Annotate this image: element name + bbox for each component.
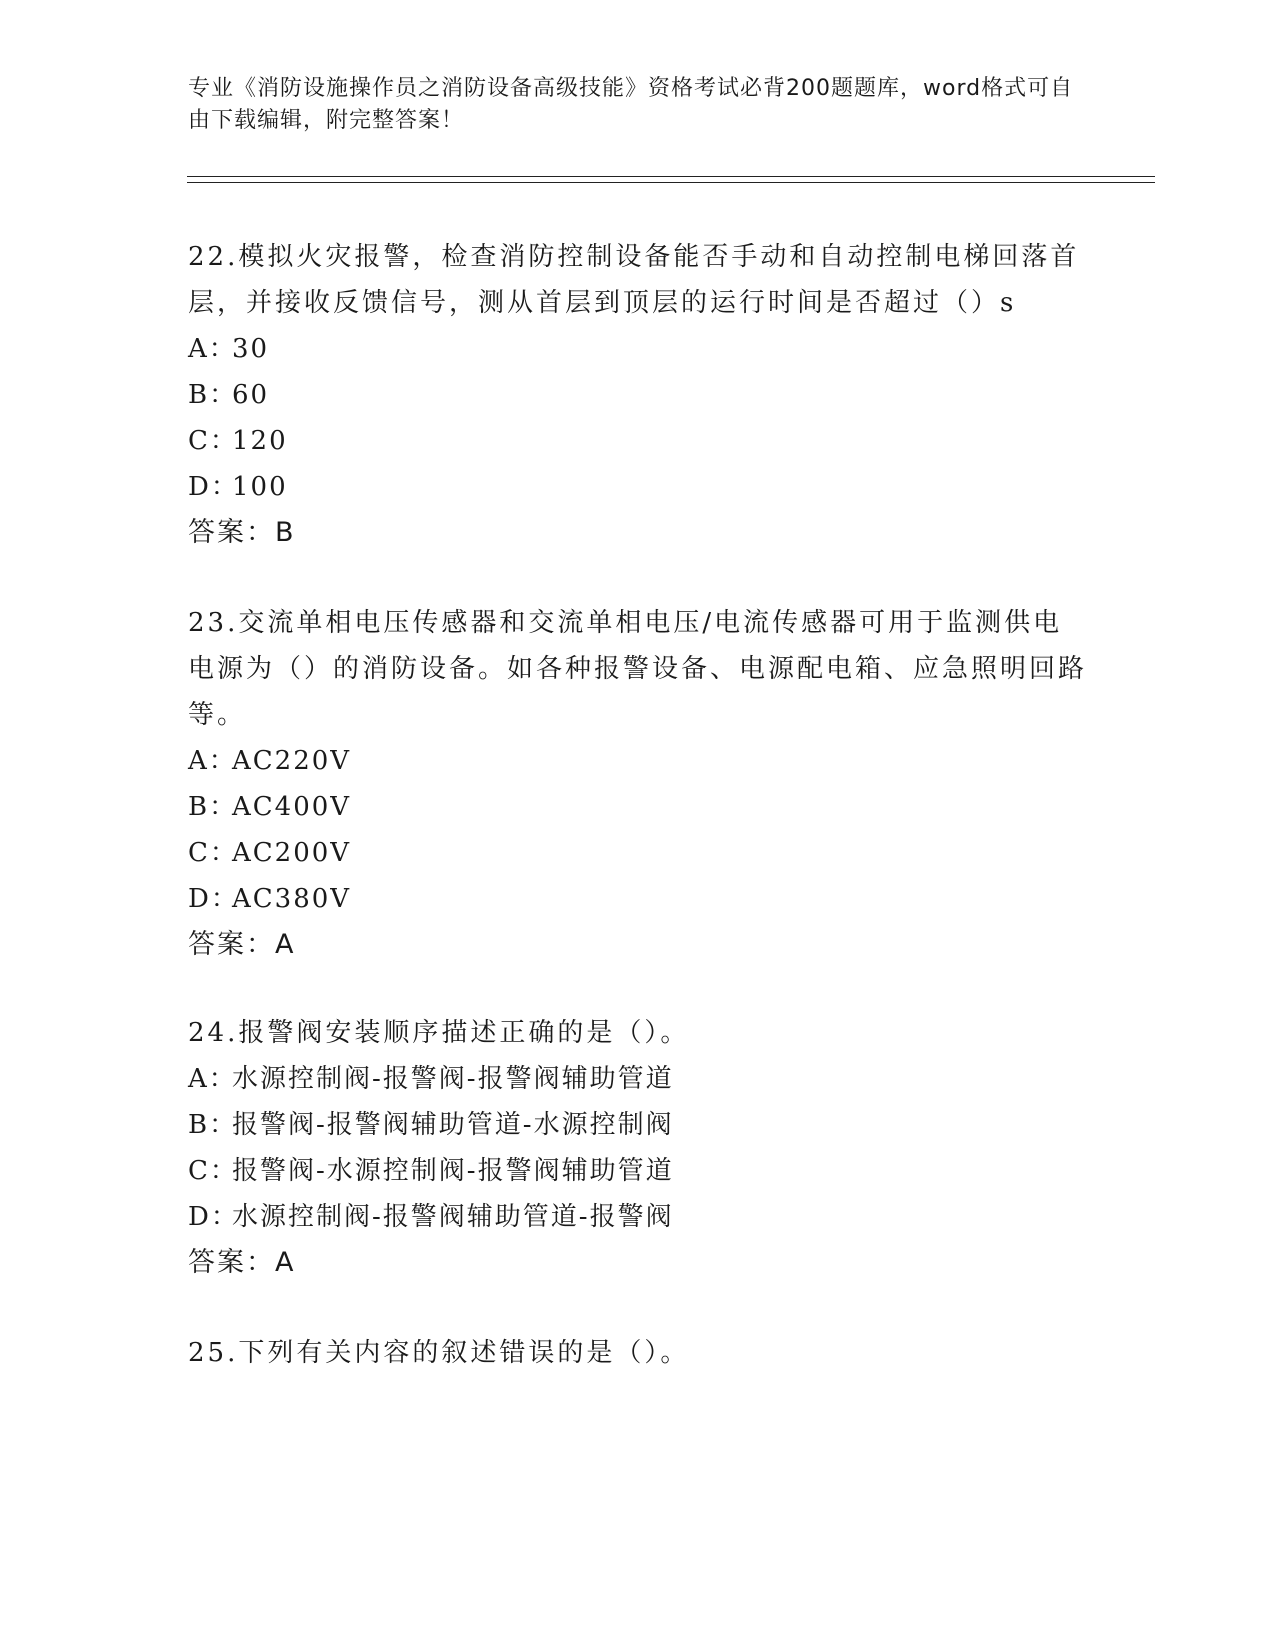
option-c <box>188 830 1088 876</box>
option-key: D： <box>188 472 239 502</box>
question-stem: 24.报警阀安装顺序描述正确的是（）。 <box>188 1018 690 1048</box>
option-d <box>188 464 1088 510</box>
option-text: AC200V <box>232 838 352 868</box>
option-text: AC380V <box>232 884 352 914</box>
option-text: 报警阀-水源控制阀-报警阀辅助管道 <box>232 1156 674 1186</box>
option-key: C： <box>188 838 238 868</box>
question-stem: 23.交流单相电压传感器和交流单相电压/电流传感器可用于监测供电电源为（）的消防设备。如各种报警设备、电源配电箱、应急照明回路等。 <box>188 608 1088 730</box>
option-text: AC400V <box>232 792 352 822</box>
option-a <box>188 1056 1088 1102</box>
option-a <box>188 326 1088 372</box>
question-22 <box>188 234 1088 556</box>
document-header: 专业《消防设施操作员之消防设备高级技能》资格考试必背200题题库，word格式可自由下载编辑，附完整答案！ <box>188 76 1074 133</box>
option-b <box>188 1102 1088 1148</box>
question-23 <box>188 600 1088 968</box>
question-25 <box>188 1330 1088 1376</box>
option-key: A： <box>188 334 237 364</box>
option-c <box>188 418 1088 464</box>
option-text: 水源控制阀-报警阀-报警阀辅助管道 <box>232 1064 674 1094</box>
option-d <box>188 876 1088 922</box>
question-24 <box>188 1010 1088 1286</box>
option-text: 120 <box>232 426 288 456</box>
option-key: D： <box>188 884 239 914</box>
option-key: B： <box>188 792 238 822</box>
option-key: A： <box>188 746 237 776</box>
header-divider-top <box>187 176 1155 177</box>
option-text: 100 <box>232 472 288 502</box>
question-stem: 22.模拟火灾报警，检查消防控制设备能否手动和自动控制电梯回落首层，并接收反馈信号，测从首层到顶层的运行时间是否超过（）s <box>188 242 1080 318</box>
answer-line: 答案：A <box>188 929 296 960</box>
option-key: A： <box>188 1064 237 1094</box>
option-a <box>188 738 1088 784</box>
option-key: B： <box>188 1110 238 1140</box>
option-d <box>188 1194 1088 1240</box>
answer-line: 答案：B <box>188 517 296 548</box>
option-text: 报警阀-报警阀辅助管道-水源控制阀 <box>232 1110 674 1140</box>
option-b <box>188 784 1088 830</box>
option-text: 水源控制阀-报警阀辅助管道-报警阀 <box>232 1202 674 1232</box>
question-stem: 25.下列有关内容的叙述错误的是（）。 <box>188 1338 690 1368</box>
option-key: D： <box>188 1202 239 1232</box>
option-c <box>188 1148 1088 1194</box>
option-key: C： <box>188 1156 238 1186</box>
option-b <box>188 372 1088 418</box>
option-text: 60 <box>232 380 270 410</box>
option-text: AC220V <box>232 746 352 776</box>
header-divider-bottom <box>187 182 1155 183</box>
option-key: B： <box>188 380 238 410</box>
answer-line: 答案：A <box>188 1247 296 1278</box>
option-key: C： <box>188 426 238 456</box>
option-text: 30 <box>232 334 270 364</box>
